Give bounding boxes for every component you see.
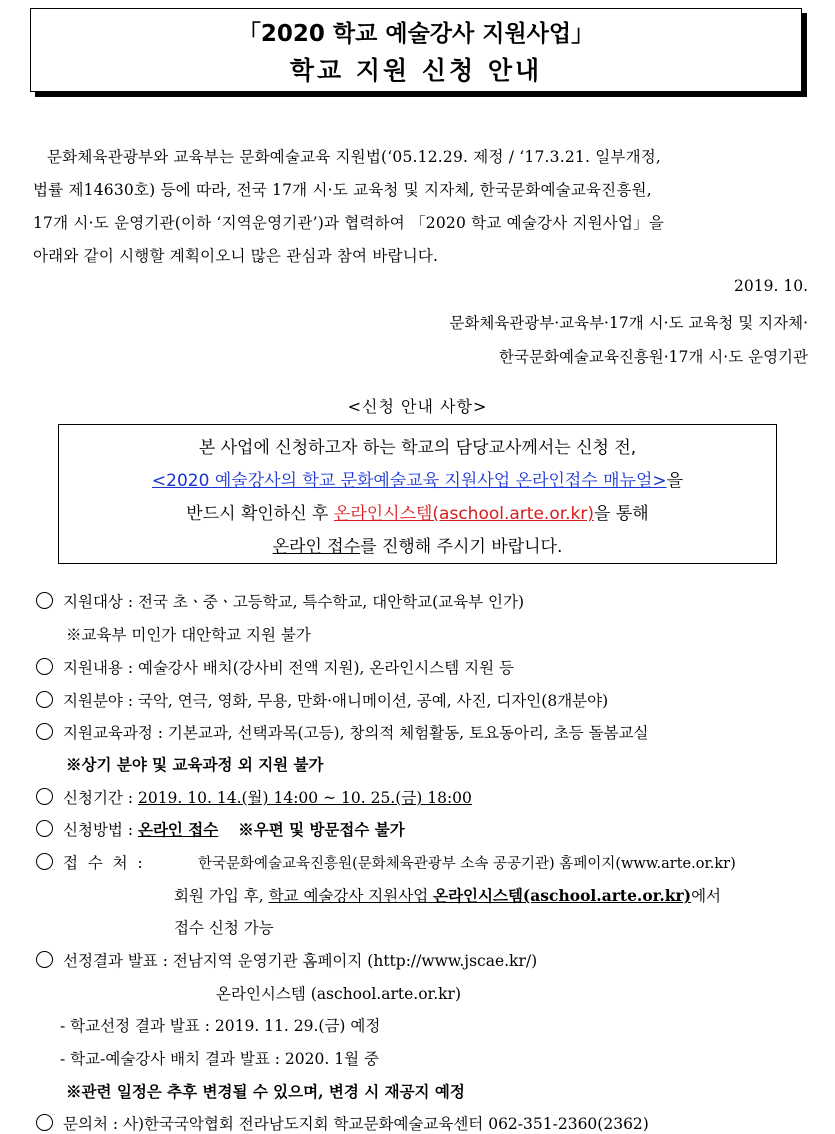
notice-text: 을 [666, 471, 684, 491]
circle-bullet-icon [36, 853, 53, 870]
item-text: 학교 예술강사 지원사업 [268, 887, 434, 905]
circle-bullet-icon [36, 820, 53, 837]
circle-bullet-icon [36, 788, 53, 805]
notice-line [59, 499, 776, 524]
item-text: 문의처 : 사)한국국악협회 전라남도지회 학교문화예술교육센터 062-351-2360(2362) [63, 1115, 649, 1133]
circle-bullet-icon [36, 723, 53, 740]
result-line: 온라인시스템 (aschool.arte.or.kr) [216, 985, 462, 1003]
signature-line: 문화체육관광부·교육부·17개 시·도 교육청 및 지자체· [449, 314, 808, 332]
title-line1: 「2020 학교 예술강사 지원사업」 [237, 21, 595, 47]
item-text: 지원분야 : 국악, 연극, 영화, 무용, 만화·애니메이션, 공예, 사진, 디자인(8개분야) [63, 692, 609, 710]
list-item-method [36, 818, 405, 840]
item-text: 지원교육과정 : 기본교과, 선택과목(고등), 창의적 체험활동, 토요동아리, 초등 돌봄교실 [63, 724, 649, 742]
intro-line: 법률 제14630호) 등에 따라, 전국 17개 시·도 교육청 및 지자체, 한국문화예술교육진흥원, [33, 181, 652, 199]
circle-bullet-icon [36, 691, 53, 708]
item-text: 지원대상 : 전국 초ㆍ중ㆍ고등학교, 특수학교, 대안학교(교육부 인가) [63, 593, 525, 611]
item-label: 접 수 처 : [63, 854, 143, 872]
circle-bullet-icon [36, 1114, 53, 1131]
signature-line: 한국문화예술교육진흥원·17개 시·도 운영기관 [499, 348, 808, 366]
issue-date: 2019. 10. [734, 277, 808, 295]
method-value: 온라인 접수 [137, 820, 219, 839]
online-system-link[interactable]: 온라인시스템(aschool.arte.or.kr) [333, 504, 595, 524]
notice-text: 반드시 확인하신 후 [186, 504, 334, 524]
notice-heading: <신청 안내 사항> [347, 397, 488, 416]
item-label: 신청방법 : [63, 821, 138, 839]
notice-line: 본 사업에 신청하고자 하는 학교의 담당교사께서는 신청 전, [198, 438, 637, 458]
list-item-content [36, 656, 514, 678]
list-note: ※상기 분야 및 교육과정 외 지원 불가 [66, 755, 324, 774]
circle-bullet-icon [36, 658, 53, 675]
list-item-field [36, 689, 608, 711]
online-system-link[interactable]: 온라인시스템(aschool.arte.or.kr) [433, 886, 692, 905]
office-line [174, 884, 721, 906]
notice-text: 를 진행해 주시기 바랍니다. [360, 537, 563, 557]
intro-paragraph [33, 141, 813, 273]
circle-bullet-icon [36, 592, 53, 609]
method-note: ※우편 및 방문접수 불가 [238, 820, 405, 839]
notice-line [59, 532, 776, 557]
page-title: 학교 지원 신청 안내 [289, 56, 543, 85]
intro-line: 17개 시·도 운영기관(이하 ‘지역운영기관’)과 협력하여 「2020 학교 예술강사 지원사업」을 [33, 214, 665, 232]
list-item-result [36, 949, 537, 971]
title-box [30, 8, 802, 92]
item-label: 신청기간 : [63, 789, 138, 807]
list-item-target [36, 590, 524, 612]
result-schedule: - 학교-예술강사 배치 결과 발표 : 2020. 1월 중 [60, 1050, 379, 1068]
list-note: ※관련 일정은 추후 변경될 수 있으며, 변경 시 재공지 예정 [66, 1082, 465, 1101]
item-text: 지원내용 : 예술강사 배치(강사비 전액 지원), 온라인시스템 지원 등 [63, 659, 514, 677]
list-note: ※교육부 미인가 대안학교 지원 불가 [66, 626, 311, 644]
item-text: 선정결과 발표 : 전남지역 운영기관 홈페이지 (http://www.jscae.kr/) [63, 952, 538, 970]
intro-line: 문화체육관광부와 교육부는 문화예술교육 지원법(‘05.12.29. 제정 / ‘17.3.21. 일부개정, [47, 148, 662, 166]
list-item-period [36, 786, 472, 808]
manual-link[interactable]: <2020 예술강사의 학교 문화예술교육 지원사업 온라인접수 매뉴얼> [151, 471, 667, 491]
online-submission-text: 온라인 접수 [272, 537, 361, 557]
intro-line: 아래와 같이 시행할 계획이오니 많은 관심과 참여 바랍니다. [33, 247, 439, 265]
list-item-contact [36, 1112, 649, 1134]
item-text: 한국문화예술교육진흥원(문화체육관광부 소속 공공기관) 홈페이지(www.arte.or.kr) [198, 856, 736, 872]
notice-text: 을 통해 [594, 504, 649, 524]
item-text: 회원 가입 후, [174, 887, 269, 905]
result-schedule: - 학교선정 결과 발표 : 2019. 11. 29.(금) 예정 [60, 1017, 381, 1035]
period-value: 2019. 10. 14.(월) 14:00 ~ 10. 25.(금) 18:00 [137, 789, 472, 807]
list-item-curriculum [36, 721, 649, 743]
notice-box [58, 424, 777, 564]
item-text: 에서 [691, 887, 722, 905]
list-item-office [36, 851, 736, 873]
notice-line [59, 466, 776, 491]
office-line: 접수 신청 가능 [174, 919, 274, 937]
circle-bullet-icon [36, 951, 53, 968]
